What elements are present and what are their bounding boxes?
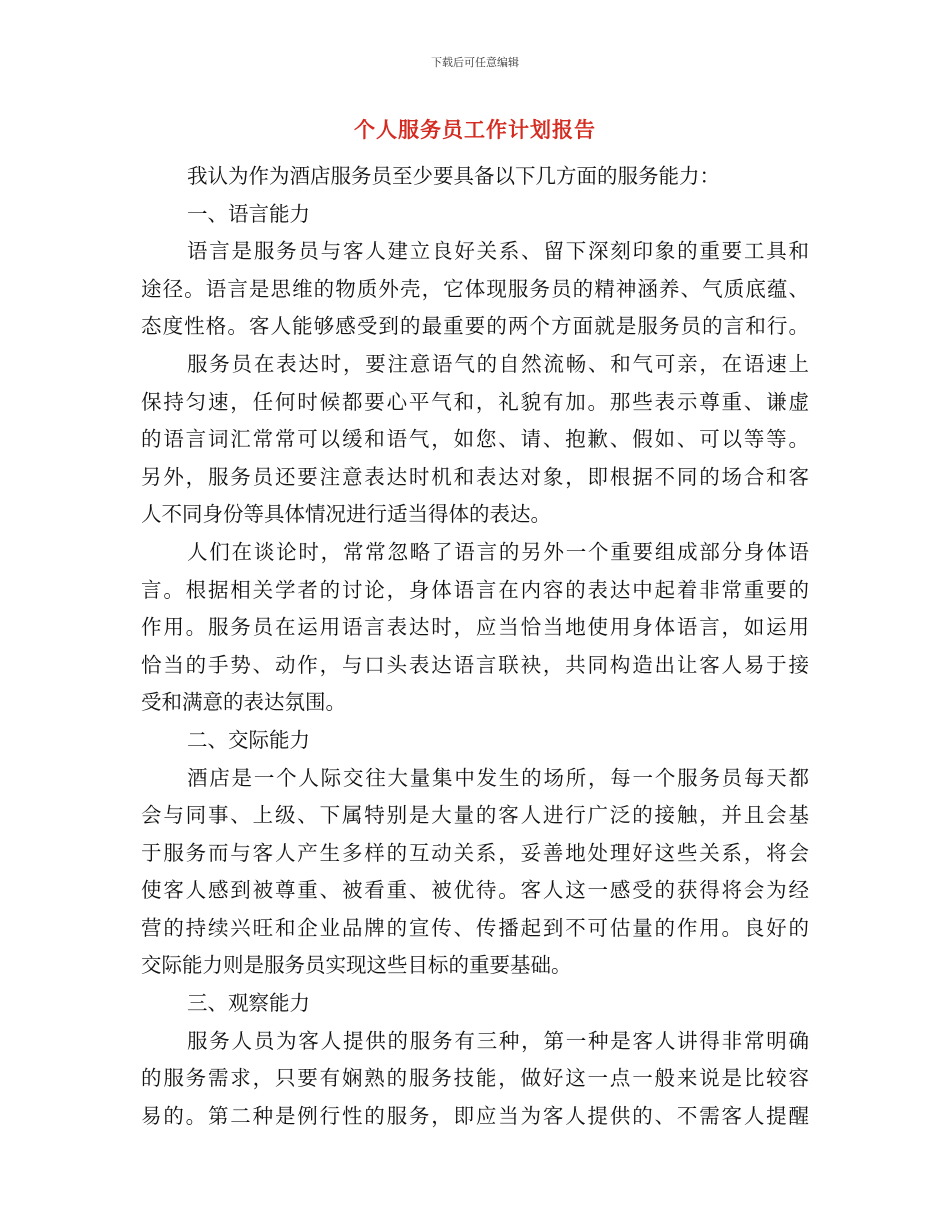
body-text-line: 易的。第二种是例行性的服务，即应当为客人提供的、不需客人提醒: [141, 1103, 809, 1128]
body-text-line: 另外，服务员还要注意表达时机和表达对象，即根据不同的场合和客: [141, 464, 809, 489]
body-text-line: 恰当的手势、动作，与口头表达语言联袂，共同构造出让客人易于接: [141, 652, 809, 677]
body-text-line: 态度性格。客人能够感受到的最重要的两个方面就是服务员的言和行。: [141, 314, 809, 339]
body-text-line: 服务人员为客人提供的服务有三种，第一种是客人讲得非常明确: [187, 1028, 809, 1053]
page-header-note: 下载后可任意编辑: [431, 56, 519, 69]
body-text-line: 交际能力则是服务员实现这些目标的重要基础。: [141, 953, 572, 978]
body-text-line: 三、观察能力: [187, 991, 310, 1016]
body-text-line: 途径。语言是思维的物质外壳，它体现服务员的精神涵养、气质底蕴、: [141, 276, 809, 301]
body-text-line: 人们在谈论时，常常忽略了语言的另外一个重要组成部分身体语: [187, 539, 809, 564]
body-text-line: 我认为作为酒店服务员至少要具备以下几方面的服务能力：: [187, 164, 720, 188]
body-text-line: 酒店是一个人际交往大量集中发生的场所，每一个服务员每天都: [187, 765, 809, 790]
body-text-line: 保持匀速，任何时候都要心平气和，礼貌有加。那些表示尊重、谦虚: [141, 389, 809, 414]
document-body: [141, 158, 809, 1135]
body-text-line: 的语言词汇常常可以缓和语气，如您、请、抱歉、假如、可以等等。: [141, 427, 809, 452]
body-text-line: 人不同身份等具体情况进行适当得体的表达。: [141, 502, 551, 527]
body-text-line: 使客人感到被尊重、被看重、被优待。客人这一感受的获得将会为经: [141, 878, 809, 903]
body-text-line: 语言是服务员与客人建立良好关系、留下深刻印象的重要工具和: [187, 239, 809, 264]
document-title: 个人服务员工作计划报告: [354, 118, 596, 142]
body-text-line: 受和满意的表达氛围。: [141, 690, 346, 715]
body-text-line: 的服务需求，只要有娴熟的服务技能，做好这一点一般来说是比较容: [141, 1066, 809, 1091]
body-text-line: 二、交际能力: [187, 727, 310, 752]
body-text-line: 服务员在表达时，要注意语气的自然流畅、和气可亲，在语速上: [187, 351, 809, 376]
body-text-line: 于服务而与客人产生多样的互动关系，妥善地处理好这些关系，将会: [141, 840, 809, 865]
body-text-line: 一、语言能力: [187, 201, 310, 226]
body-text-line: 言。根据相关学者的讨论，身体语言在内容的表达中起着非常重要的: [141, 577, 809, 602]
body-text-line: 会与同事、上级、下属特别是大量的客人进行广泛的接触，并且会基: [141, 803, 809, 828]
body-text-line: 营的持续兴旺和企业品牌的宣传、传播起到不可估量的作用。良好的: [141, 915, 809, 940]
body-text-line: 作用。服务员在运用语言表达时，应当恰当地使用身体语言，如运用: [141, 615, 809, 640]
